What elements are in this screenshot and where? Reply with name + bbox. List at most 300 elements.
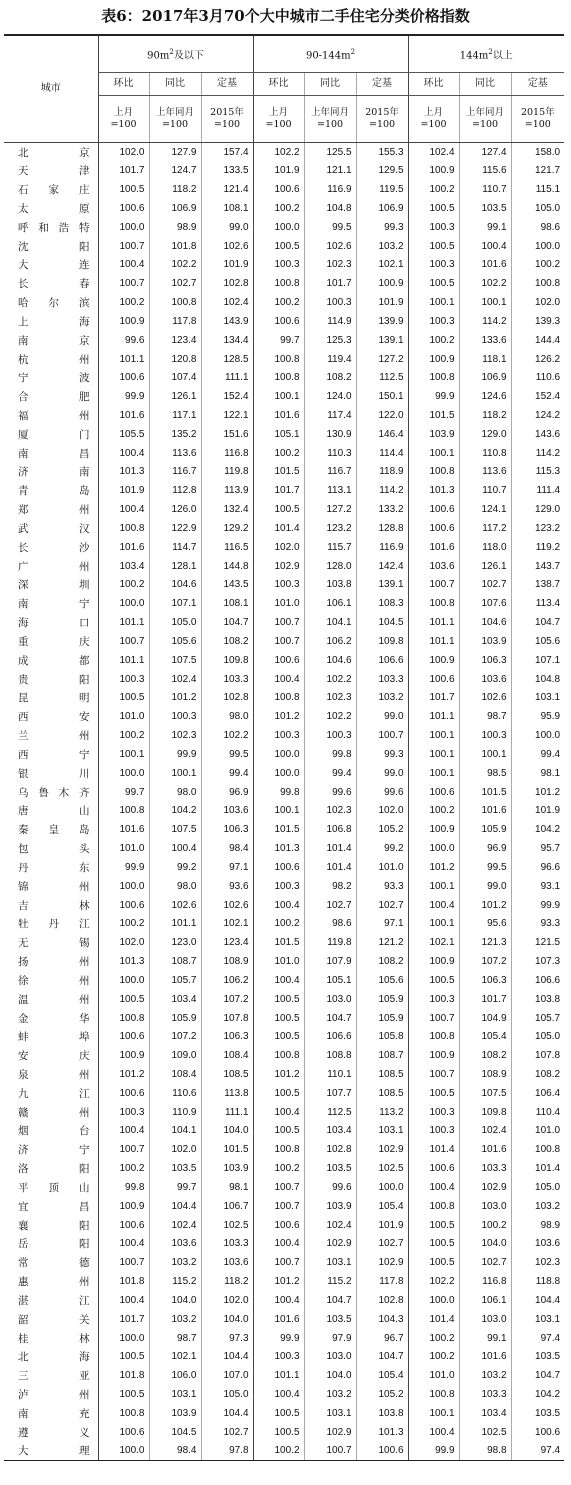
table-row bbox=[4, 406, 564, 425]
index-value-cell: 102.2 bbox=[253, 143, 304, 162]
index-value-cell: 104.4 bbox=[511, 1291, 564, 1310]
index-value-cell: 103.1 bbox=[511, 689, 564, 708]
city-cell: 赣州 bbox=[18, 1106, 90, 1119]
index-value-cell: 99.5 bbox=[201, 745, 253, 764]
index-value-cell: 101.7 bbox=[459, 990, 511, 1009]
table-row bbox=[4, 1348, 564, 1367]
index-value-cell: 103.2 bbox=[149, 1253, 201, 1272]
index-value-cell: 99.4 bbox=[511, 745, 564, 764]
index-value-cell: 116.7 bbox=[304, 463, 356, 482]
index-value-cell: 101.3 bbox=[253, 839, 304, 858]
table-row bbox=[4, 613, 564, 632]
index-value-cell: 100.0 bbox=[98, 218, 149, 237]
index-value-cell: 102.2 bbox=[408, 1272, 459, 1291]
index-value-cell: 101.7 bbox=[253, 481, 304, 500]
index-value-cell: 121.1 bbox=[304, 161, 356, 180]
index-value-cell: 108.9 bbox=[201, 952, 253, 971]
index-value-cell: 103.4 bbox=[304, 1122, 356, 1141]
index-value-cell: 99.3 bbox=[356, 218, 408, 237]
index-value-cell: 116.9 bbox=[304, 180, 356, 199]
index-value-cell: 105.0 bbox=[511, 1178, 564, 1197]
index-value-cell: 100.5 bbox=[253, 1084, 304, 1103]
subcol-header: 同比 bbox=[304, 73, 356, 96]
index-value-cell: 100.8 bbox=[98, 801, 149, 820]
index-value-cell: 104.9 bbox=[459, 1009, 511, 1028]
index-value-cell: 100.6 bbox=[253, 651, 304, 670]
index-value-cell: 102.3 bbox=[511, 1253, 564, 1272]
index-value-cell: 100.8 bbox=[253, 1140, 304, 1159]
index-value-cell: 100.9 bbox=[98, 1197, 149, 1216]
city-cell: 武汉 bbox=[18, 522, 90, 535]
index-value-cell: 102.7 bbox=[149, 274, 201, 293]
index-value-cell: 150.1 bbox=[356, 387, 408, 406]
index-value-cell: 113.8 bbox=[201, 1084, 253, 1103]
index-value-cell: 107.2 bbox=[459, 952, 511, 971]
index-value-cell: 100.4 bbox=[149, 839, 201, 858]
index-value-cell: 117.8 bbox=[149, 312, 201, 331]
index-value-cell: 100.9 bbox=[98, 312, 149, 331]
index-value-cell: 101.5 bbox=[253, 463, 304, 482]
index-value-cell: 100.8 bbox=[98, 1404, 149, 1423]
index-value-cell: 107.5 bbox=[459, 1084, 511, 1103]
index-value-cell: 104.1 bbox=[304, 613, 356, 632]
index-value-cell: 98.2 bbox=[304, 877, 356, 896]
index-value-cell: 104.6 bbox=[459, 613, 511, 632]
base-header: 上月 =100 bbox=[98, 96, 149, 143]
index-value-cell: 104.1 bbox=[149, 1122, 201, 1141]
index-value-cell: 100.1 bbox=[408, 745, 459, 764]
index-value-cell: 99.1 bbox=[459, 1329, 511, 1348]
index-value-cell: 129.2 bbox=[201, 519, 253, 538]
index-value-cell: 100.5 bbox=[98, 689, 149, 708]
table-row bbox=[4, 745, 564, 764]
index-value-cell: 98.1 bbox=[511, 764, 564, 783]
index-value-cell: 106.6 bbox=[356, 651, 408, 670]
index-value-cell: 99.9 bbox=[149, 745, 201, 764]
index-value-cell: 103.0 bbox=[304, 990, 356, 1009]
index-value-cell: 104.2 bbox=[149, 801, 201, 820]
index-value-cell: 102.1 bbox=[356, 255, 408, 274]
index-value-cell: 99.7 bbox=[253, 331, 304, 350]
index-value-cell: 100.0 bbox=[98, 1442, 149, 1461]
table-body bbox=[4, 143, 564, 1461]
index-value-cell: 103.5 bbox=[304, 1159, 356, 1178]
city-cell: 蚌埠 bbox=[18, 1031, 90, 1044]
index-value-cell: 102.0 bbox=[356, 801, 408, 820]
city-cell: 沈阳 bbox=[18, 240, 90, 253]
index-value-cell: 101.3 bbox=[98, 952, 149, 971]
index-value-cell: 124.0 bbox=[304, 387, 356, 406]
index-value-cell: 118.9 bbox=[356, 463, 408, 482]
city-cell: 石家庄 bbox=[18, 184, 90, 197]
index-value-cell: 99.8 bbox=[98, 1178, 149, 1197]
index-value-cell: 107.4 bbox=[149, 368, 201, 387]
city-cell: 广州 bbox=[18, 560, 90, 573]
table-row bbox=[4, 1084, 564, 1103]
index-value-cell: 103.8 bbox=[304, 576, 356, 595]
index-value-cell: 105.1 bbox=[253, 425, 304, 444]
index-value-cell: 101.6 bbox=[253, 1310, 304, 1329]
index-value-cell: 101.0 bbox=[98, 839, 149, 858]
index-value-cell: 100.4 bbox=[253, 1235, 304, 1254]
table-row bbox=[4, 237, 564, 256]
index-value-cell: 102.4 bbox=[149, 1216, 201, 1235]
index-value-cell: 101.1 bbox=[408, 632, 459, 651]
index-value-cell: 100.0 bbox=[408, 839, 459, 858]
index-value-cell: 124.2 bbox=[511, 406, 564, 425]
index-value-cell: 100.5 bbox=[253, 1423, 304, 1442]
index-value-cell: 108.2 bbox=[511, 1065, 564, 1084]
index-value-cell: 98.9 bbox=[149, 218, 201, 237]
city-cell: 福州 bbox=[18, 410, 90, 422]
index-value-cell: 110.7 bbox=[459, 180, 511, 199]
index-value-cell: 103.3 bbox=[201, 1235, 253, 1254]
index-value-cell: 106.8 bbox=[304, 820, 356, 839]
index-value-cell: 102.4 bbox=[408, 143, 459, 162]
index-value-cell: 107.8 bbox=[201, 1009, 253, 1028]
index-value-cell: 98.7 bbox=[149, 1329, 201, 1348]
table-row bbox=[4, 180, 564, 199]
city-cell: 西宁 bbox=[18, 748, 90, 761]
table-row bbox=[4, 839, 564, 858]
index-value-cell: 102.1 bbox=[408, 933, 459, 952]
city-cell: 南宁 bbox=[18, 598, 90, 611]
table-row bbox=[4, 444, 564, 463]
index-value-cell: 96.9 bbox=[459, 839, 511, 858]
index-value-cell: 100.6 bbox=[98, 896, 149, 915]
index-value-cell: 100.6 bbox=[253, 180, 304, 199]
index-value-cell: 100.3 bbox=[304, 293, 356, 312]
index-value-cell: 103.0 bbox=[459, 1310, 511, 1329]
table-row bbox=[4, 651, 564, 670]
city-cell: 大连 bbox=[18, 259, 90, 272]
index-value-cell: 99.8 bbox=[304, 745, 356, 764]
index-value-cell: 98.0 bbox=[201, 707, 253, 726]
city-cell: 贵阳 bbox=[18, 673, 90, 686]
index-value-cell: 123.2 bbox=[511, 519, 564, 538]
index-value-cell: 106.6 bbox=[511, 971, 564, 990]
index-value-cell: 129.5 bbox=[356, 161, 408, 180]
index-value-cell: 100.4 bbox=[98, 1291, 149, 1310]
index-value-cell: 102.3 bbox=[304, 801, 356, 820]
index-value-cell: 100.9 bbox=[356, 274, 408, 293]
index-value-cell: 101.2 bbox=[459, 896, 511, 915]
index-value-cell: 114.9 bbox=[304, 312, 356, 331]
index-value-cell: 101.7 bbox=[408, 689, 459, 708]
index-value-cell: 102.1 bbox=[149, 1348, 201, 1367]
index-value-cell: 103.9 bbox=[408, 425, 459, 444]
index-value-cell: 100.0 bbox=[511, 237, 564, 256]
index-value-cell: 99.0 bbox=[459, 877, 511, 896]
index-value-cell: 105.6 bbox=[356, 971, 408, 990]
index-value-cell: 107.5 bbox=[149, 651, 201, 670]
index-value-cell: 102.7 bbox=[356, 896, 408, 915]
index-value-cell: 106.9 bbox=[356, 199, 408, 218]
index-value-cell: 100.9 bbox=[408, 651, 459, 670]
index-value-cell: 117.8 bbox=[356, 1272, 408, 1291]
index-value-cell: 128.5 bbox=[201, 350, 253, 369]
city-cell: 杭州 bbox=[18, 353, 90, 366]
city-cell: 成都 bbox=[18, 654, 90, 667]
index-value-cell: 99.0 bbox=[201, 218, 253, 237]
index-value-cell: 100.4 bbox=[253, 1385, 304, 1404]
table-row bbox=[4, 274, 564, 293]
index-value-cell: 100.5 bbox=[253, 1122, 304, 1141]
index-value-cell: 127.9 bbox=[149, 143, 201, 162]
index-value-cell: 104.8 bbox=[304, 199, 356, 218]
index-value-cell: 104.3 bbox=[356, 1310, 408, 1329]
index-value-cell: 101.2 bbox=[408, 858, 459, 877]
index-value-cell: 103.3 bbox=[459, 1385, 511, 1404]
index-value-cell: 102.0 bbox=[98, 933, 149, 952]
index-value-cell: 116.7 bbox=[149, 463, 201, 482]
city-cell: 长春 bbox=[18, 278, 90, 291]
index-value-cell: 123.4 bbox=[149, 331, 201, 350]
index-value-cell: 144.4 bbox=[511, 331, 564, 350]
index-value-cell: 102.4 bbox=[201, 293, 253, 312]
index-value-cell: 100.6 bbox=[511, 1423, 564, 1442]
city-cell: 遵义 bbox=[18, 1426, 90, 1439]
index-value-cell: 103.6 bbox=[201, 801, 253, 820]
index-value-cell: 102.2 bbox=[201, 726, 253, 745]
index-value-cell: 107.7 bbox=[304, 1084, 356, 1103]
city-cell: 金华 bbox=[18, 1012, 90, 1025]
city-cell: 海口 bbox=[18, 617, 90, 630]
index-value-cell: 151.6 bbox=[201, 425, 253, 444]
index-value-cell: 101.9 bbox=[356, 293, 408, 312]
index-value-cell: 105.6 bbox=[511, 632, 564, 651]
index-value-cell: 107.6 bbox=[459, 594, 511, 613]
index-value-cell: 103.1 bbox=[304, 1404, 356, 1423]
index-value-cell: 96.6 bbox=[511, 858, 564, 877]
index-value-cell: 102.9 bbox=[304, 1423, 356, 1442]
index-value-cell: 105.5 bbox=[98, 425, 149, 444]
index-value-cell: 105.9 bbox=[459, 820, 511, 839]
table-row bbox=[4, 463, 564, 482]
index-value-cell: 108.1 bbox=[201, 594, 253, 613]
index-value-cell: 100.0 bbox=[98, 877, 149, 896]
index-value-cell: 112.8 bbox=[149, 481, 201, 500]
index-value-cell: 152.4 bbox=[201, 387, 253, 406]
index-value-cell: 103.2 bbox=[356, 237, 408, 256]
index-value-cell: 103.5 bbox=[511, 1404, 564, 1423]
index-value-cell: 118.2 bbox=[201, 1272, 253, 1291]
index-value-cell: 102.3 bbox=[304, 255, 356, 274]
index-value-cell: 97.4 bbox=[511, 1442, 564, 1461]
index-value-cell: 110.9 bbox=[149, 1103, 201, 1122]
index-value-cell: 102.7 bbox=[304, 896, 356, 915]
index-value-cell: 100.8 bbox=[149, 293, 201, 312]
table-row bbox=[4, 557, 564, 576]
index-value-cell: 98.5 bbox=[459, 764, 511, 783]
index-value-cell: 100.2 bbox=[98, 576, 149, 595]
index-value-cell: 96.9 bbox=[201, 783, 253, 802]
base-header: 2015年 =100 bbox=[356, 96, 408, 143]
index-value-cell: 103.9 bbox=[459, 632, 511, 651]
index-value-cell: 100.4 bbox=[253, 971, 304, 990]
index-value-cell: 100.6 bbox=[98, 1216, 149, 1235]
index-value-cell: 100.3 bbox=[408, 1122, 459, 1141]
table-row bbox=[4, 500, 564, 519]
index-value-cell: 100.2 bbox=[98, 1159, 149, 1178]
index-value-cell: 101.3 bbox=[356, 1423, 408, 1442]
index-value-cell: 100.1 bbox=[408, 764, 459, 783]
index-value-cell: 100.6 bbox=[98, 1027, 149, 1046]
index-value-cell: 99.0 bbox=[356, 764, 408, 783]
city-cell: 青岛 bbox=[18, 485, 90, 498]
index-value-cell: 102.2 bbox=[149, 255, 201, 274]
index-value-cell: 100.6 bbox=[408, 670, 459, 689]
subcol-header: 定基 bbox=[201, 73, 253, 96]
index-value-cell: 100.5 bbox=[408, 1084, 459, 1103]
index-value-cell: 100.6 bbox=[98, 368, 149, 387]
index-value-cell: 108.2 bbox=[356, 952, 408, 971]
index-value-cell: 116.8 bbox=[459, 1272, 511, 1291]
index-value-cell: 102.4 bbox=[459, 1122, 511, 1141]
index-value-cell: 102.8 bbox=[201, 274, 253, 293]
index-value-cell: 109.8 bbox=[201, 651, 253, 670]
index-value-cell: 102.4 bbox=[304, 1216, 356, 1235]
index-value-cell: 105.7 bbox=[511, 1009, 564, 1028]
base-header: 上年同月 =100 bbox=[459, 96, 511, 143]
index-value-cell: 101.6 bbox=[253, 406, 304, 425]
index-value-cell: 100.4 bbox=[98, 1122, 149, 1141]
city-cell: 南昌 bbox=[18, 447, 90, 460]
index-value-cell: 102.0 bbox=[511, 293, 564, 312]
index-value-cell: 100.8 bbox=[253, 274, 304, 293]
index-value-cell: 101.8 bbox=[149, 237, 201, 256]
index-value-cell: 107.5 bbox=[149, 820, 201, 839]
table-row bbox=[4, 1423, 564, 1442]
index-value-cell: 99.5 bbox=[459, 858, 511, 877]
city-cell: 昆明 bbox=[18, 692, 90, 705]
index-value-cell: 128.1 bbox=[149, 557, 201, 576]
index-value-cell: 103.4 bbox=[98, 557, 149, 576]
index-value-cell: 103.1 bbox=[304, 1253, 356, 1272]
index-value-cell: 102.0 bbox=[149, 1140, 201, 1159]
city-cell: 韶关 bbox=[18, 1313, 90, 1326]
index-value-cell: 113.4 bbox=[511, 594, 564, 613]
index-value-cell: 115.2 bbox=[304, 1272, 356, 1291]
index-value-cell: 100.5 bbox=[408, 1216, 459, 1235]
index-value-cell: 120.8 bbox=[149, 350, 201, 369]
index-value-cell: 100.1 bbox=[253, 801, 304, 820]
index-value-cell: 98.0 bbox=[149, 783, 201, 802]
index-value-cell: 129.0 bbox=[511, 500, 564, 519]
index-value-cell: 101.9 bbox=[356, 1216, 408, 1235]
table-row bbox=[4, 1385, 564, 1404]
index-value-cell: 110.4 bbox=[511, 1103, 564, 1122]
index-value-cell: 100.7 bbox=[408, 1009, 459, 1028]
index-value-cell: 102.5 bbox=[356, 1159, 408, 1178]
index-value-cell: 101.9 bbox=[201, 255, 253, 274]
table-row bbox=[4, 481, 564, 500]
index-value-cell: 101.2 bbox=[253, 707, 304, 726]
index-value-cell: 122.0 bbox=[356, 406, 408, 425]
index-value-cell: 101.4 bbox=[304, 858, 356, 877]
index-value-cell: 104.7 bbox=[201, 613, 253, 632]
index-value-cell: 101.6 bbox=[459, 1140, 511, 1159]
city-cell: 深圳 bbox=[18, 579, 90, 592]
group-header-large: $144m^2$以上 bbox=[408, 35, 564, 73]
index-value-cell: 102.7 bbox=[201, 1423, 253, 1442]
index-value-cell: 115.3 bbox=[511, 463, 564, 482]
index-value-cell: 101.9 bbox=[253, 161, 304, 180]
index-value-cell: 102.7 bbox=[459, 576, 511, 595]
index-value-cell: 100.8 bbox=[408, 463, 459, 482]
index-value-cell: 102.6 bbox=[149, 896, 201, 915]
index-value-cell: 105.0 bbox=[201, 1385, 253, 1404]
index-value-cell: 146.4 bbox=[356, 425, 408, 444]
index-value-cell: 101.1 bbox=[408, 707, 459, 726]
table-row bbox=[4, 368, 564, 387]
index-value-cell: 100.6 bbox=[408, 783, 459, 802]
index-value-cell: 100.5 bbox=[253, 500, 304, 519]
index-value-cell: 139.1 bbox=[356, 331, 408, 350]
index-value-cell: 105.4 bbox=[356, 1197, 408, 1216]
index-value-cell: 101.0 bbox=[253, 594, 304, 613]
index-value-cell: 100.7 bbox=[98, 274, 149, 293]
index-value-cell: 102.6 bbox=[201, 237, 253, 256]
index-value-cell: 99.6 bbox=[98, 331, 149, 350]
index-value-cell: 106.6 bbox=[304, 1027, 356, 1046]
index-value-cell: 100.6 bbox=[98, 199, 149, 218]
city-cell: 烟台 bbox=[18, 1125, 90, 1138]
index-value-cell: 99.9 bbox=[98, 858, 149, 877]
index-value-cell: 100.3 bbox=[459, 726, 511, 745]
city-cell: 乌鲁木齐 bbox=[18, 786, 90, 799]
index-value-cell: 105.2 bbox=[356, 1385, 408, 1404]
table-row bbox=[4, 425, 564, 444]
city-cell: 岳阳 bbox=[18, 1238, 90, 1251]
index-value-cell: 101.6 bbox=[98, 538, 149, 557]
index-value-cell: 106.2 bbox=[201, 971, 253, 990]
city-cell: 银川 bbox=[18, 767, 90, 780]
index-value-cell: 100.3 bbox=[304, 726, 356, 745]
table-row bbox=[4, 1329, 564, 1348]
table-title: 表6：2017年3月70个大中城市二手住宅分类价格指数 bbox=[101, 7, 470, 25]
index-value-cell: 100.4 bbox=[408, 1423, 459, 1442]
index-value-cell: 103.5 bbox=[459, 199, 511, 218]
index-value-cell: 118.0 bbox=[459, 538, 511, 557]
index-value-cell: 103.8 bbox=[511, 990, 564, 1009]
city-cell: 合肥 bbox=[18, 391, 90, 404]
index-value-cell: 95.9 bbox=[511, 707, 564, 726]
index-value-cell: 100.3 bbox=[253, 576, 304, 595]
index-value-cell: 109.8 bbox=[459, 1103, 511, 1122]
index-value-cell: 113.2 bbox=[356, 1103, 408, 1122]
index-value-cell: 109.0 bbox=[149, 1046, 201, 1065]
index-value-cell: 118.1 bbox=[459, 350, 511, 369]
table-row bbox=[4, 896, 564, 915]
index-value-cell: 95.6 bbox=[459, 914, 511, 933]
index-value-cell: 98.9 bbox=[511, 1216, 564, 1235]
index-value-cell: 101.5 bbox=[201, 1140, 253, 1159]
index-value-cell: 101.4 bbox=[304, 839, 356, 858]
index-value-cell: 101.0 bbox=[253, 952, 304, 971]
index-value-cell: 100.4 bbox=[253, 896, 304, 915]
city-cell: 丹东 bbox=[18, 861, 90, 874]
index-value-cell: 101.2 bbox=[98, 1065, 149, 1084]
index-value-cell: 103.0 bbox=[459, 1197, 511, 1216]
index-value-cell: 101.8 bbox=[98, 1366, 149, 1385]
city-cell: 长沙 bbox=[18, 541, 90, 554]
index-value-cell: 101.3 bbox=[408, 481, 459, 500]
index-value-cell: 104.4 bbox=[201, 1404, 253, 1423]
index-value-cell: 104.7 bbox=[511, 613, 564, 632]
index-value-cell: 103.2 bbox=[304, 1385, 356, 1404]
index-value-cell: 100.1 bbox=[408, 1404, 459, 1423]
